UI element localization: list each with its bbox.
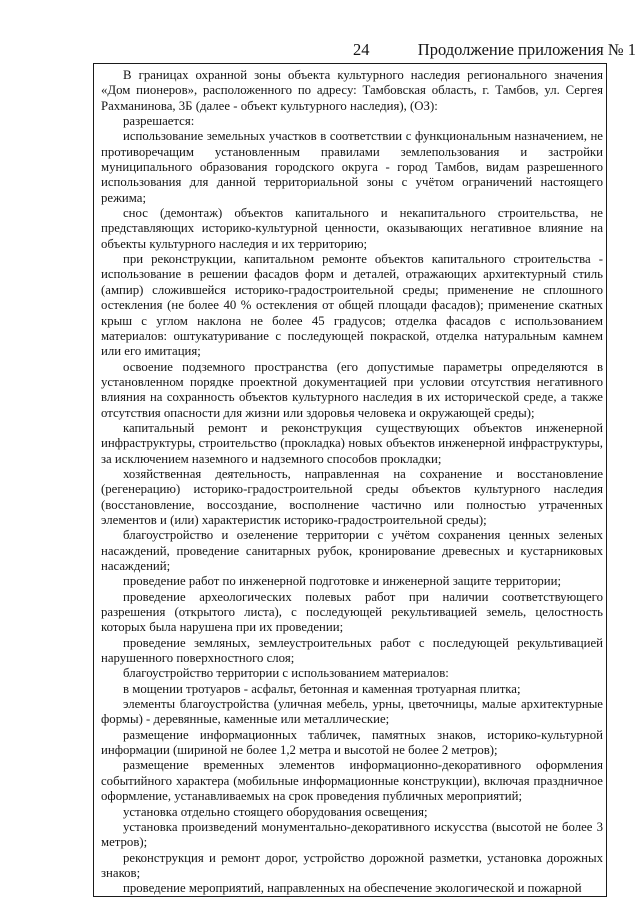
list-item: проведение работ по инженерной подготовке и инженерной защите территории;: [123, 574, 562, 589]
list-item: реконструкция и ремонт дорог, устройство дорожной разметки, установка дорожных знаков;: [101, 850, 603, 880]
permitted-heading: разрешается:: [123, 114, 195, 129]
list-item: установка отдельно стоящего оборудования освещения;: [123, 804, 428, 819]
list-item: хозяйственная деятельность, направленная на сохранение и восстановление (регенерацию) историко-градостроительной среды объектов культурного наследия (восстановление, воссоздание, восполнение частично или полностью утраченных элементов и (или) характеристик историко-градостроительной среды);: [101, 466, 603, 527]
list-item: проведение мероприятий, направленных на обеспечение экологической и пожарной: [123, 881, 582, 896]
page-header: [0, 40, 640, 62]
continuation-title: Продолжение приложения № 1: [417, 40, 636, 59]
list-item: установка произведений монументально-декоративного искусства (высотой не более 3 метров);: [101, 819, 603, 850]
list-item: благоустройство и озеленение территории с учётом сохранения ценных зеленых насаждений, проведение санитарных рубок, кронирование древесных и кустарниковых насаждений;: [101, 528, 603, 573]
list-item: элементы благоустройства (уличная мебель, урны, цветочницы, малые архитектурные формы) - деревянные, каменные или металлические;: [101, 697, 603, 727]
list-item: освоение подземного пространства (его допустимые параметры определяются в установленном порядке проектной документацией при условии отсутствия негативного влияния на сохранность объектов культурного наследия в их исторической среде, а также отсутствия опасности для жизни или здоровья человека и окружающей среды);: [101, 359, 603, 420]
list-item: при реконструкции, капитальном ремонте объектов капитального строительства - использование в решении фасадов форм и деталей, отражающих архитектурный стиль (ампир) сложившейся историко-градостроительной среды; применение не сплошного остекления (не более 40 % остекления от общей площади фасадов); применение скатных крыш с углом наклона не более 45 градусов; отделка фасадов с использованием материалов: оштукатуривание с последующей покраской, отделка натуральным камнем или его имитация;: [101, 252, 603, 359]
page-number: 24: [353, 40, 370, 59]
document-frame: [93, 63, 607, 897]
list-item: использование земельных участков в соответствии с функциональным назначением, не противоречащим установленным правилами землепользования и застройки муниципального образования городского округа - город Тамбов, видам разрешенного использования для данной территориальной зоны с учётом ограничений настоящего режима;: [101, 129, 603, 205]
list-item: размещение временных элементов информационно-декоративного оформления событийного характера (мобильные информационные конструкции), включая праздничное оформление, устанавливаемых на срок проведения публичных мероприятий;: [101, 758, 603, 804]
list-item: благоустройство территории с использованием материалов:: [123, 666, 449, 681]
list-item: проведение археологических полевых работ при наличии соответствующего разрешения (открытого листа), с последующей рекультивацией земель, целостность которых была нарушена при их проведении;: [101, 589, 603, 635]
list-item: размещение информационных табличек, памятных знаков, историко-культурной информации (шириной не более 1,2 метра и высотой не более 2 метров);: [101, 727, 603, 758]
intro-paragraph: В границах охранной зоны объекта культурного наследия регионального значения «Дом пионеров», расположенного по адресу: Тамбовская область, г. Тамбов, ул. Сергея Рахманинова, 3Б (далее - объект культурного наследия), (ОЗ):: [101, 68, 603, 113]
list-item: снос (демонтаж) объектов капитального и некапитального строительства, не представляющих историко-культурной ценности, оказывающих негативное влияние на объекты культурного наследия и их территорию;: [101, 206, 603, 251]
list-item: капитальный ремонт и реконструкция существующих объектов инженерной инфраструктуры, строительство (прокладка) новых объектов инженерной инфраструктуры, за исключением наземного и надземного способов прокладки;: [101, 420, 603, 466]
document-body: [94, 64, 606, 897]
list-item: проведение земляных, землеустроительных работ с последующей рекультивацией нарушенного поверхностного слоя;: [101, 635, 603, 666]
list-item: в мощении тротуаров - асфальт, бетонная и каменная тротуарная плитка;: [123, 681, 521, 696]
